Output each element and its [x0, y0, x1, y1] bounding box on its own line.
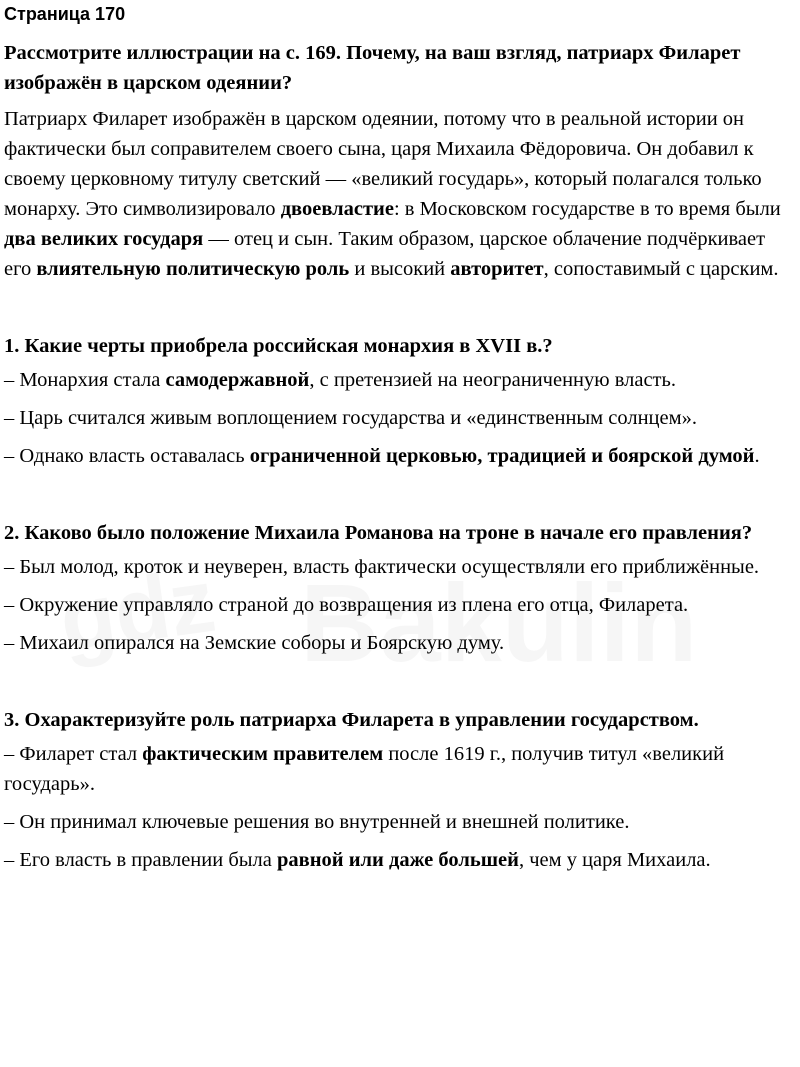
- text-run: .: [754, 445, 760, 467]
- answer-bullet: [4, 739, 796, 799]
- bold-text-run: двоевластие: [280, 198, 394, 220]
- section-question: 2. Каково было положение Михаила Романова на троне в начале его правления?: [4, 522, 753, 544]
- text-run: и высокий: [349, 258, 451, 280]
- text-run: после 1619 г., получив титул «великий государь».: [4, 743, 725, 795]
- text-run: – Был молод, кроток и неуверен, власть фактически осуществляли его приближённые.: [4, 556, 760, 578]
- text-run: , чем у царя Михаила.: [518, 849, 711, 871]
- text-run: – Царь считался живым воплощением государства и «единственным солнцем».: [4, 407, 697, 429]
- text-run: – Михаил опирался на Земские соборы и Боярскую думу.: [4, 632, 505, 654]
- bold-text-run: равной или даже большей: [277, 849, 519, 871]
- sections-container: [4, 331, 796, 875]
- text-run: – Он принимал ключевые решения во внутренней и внешней политике.: [4, 811, 630, 833]
- bold-text-run: два великих государя: [4, 228, 204, 250]
- answer-bullet: [4, 403, 796, 433]
- qa-section: [4, 331, 796, 471]
- bold-text-run: самодержавной: [165, 369, 310, 391]
- bold-text-run: фактическим правителем: [142, 743, 384, 765]
- answer-bullet: [4, 628, 796, 658]
- answer-bullet: [4, 807, 796, 837]
- text-run: — отец и сын. Таким образом, царское облачение подчёркивает его: [4, 228, 766, 280]
- answer-bullet: [4, 441, 796, 471]
- answer-bullet: [4, 365, 796, 395]
- qa-section: [4, 705, 796, 875]
- text-run: – Его власть в правлении была: [4, 849, 277, 871]
- bold-text-run: авторитет: [450, 258, 544, 280]
- text-run: , с претензией на неограниченную власть.: [309, 369, 676, 391]
- text-run: – Однако власть оставалась: [4, 445, 250, 467]
- document-body: [4, 38, 796, 883]
- bold-text-run: ограниченной церковью, традицией и боярской думой: [249, 445, 755, 467]
- answer-bullet: [4, 552, 796, 582]
- text-run: – Окружение управляло страной до возвращения из плена его отца, Филарета.: [4, 594, 689, 616]
- section-question: 3. Охарактеризуйте роль патриарха Филарета в управлении государством.: [4, 709, 699, 731]
- section-question: 1. Какие черты приобрела российская монархия в XVII в.?: [4, 335, 553, 357]
- qa-section: [4, 518, 796, 658]
- intro-question: Рассмотрите иллюстрации на с. 169. Почему, на ваш взгляд, патриарх Филарет изображён в царском одеянии?: [4, 42, 741, 94]
- text-run: : в Московском государстве в то время были: [393, 198, 781, 220]
- page-header: Страница 170: [4, 4, 126, 24]
- text-run: – Филарет стал: [4, 743, 143, 765]
- bold-text-run: влиятельную политическую роль: [36, 258, 350, 280]
- answer-bullet: [4, 590, 796, 620]
- intro-answer: [4, 104, 796, 284]
- text-run: Патриарх Филарет изображён в царском одеянии, потому что в реальной истории он фактически был соправителем своего сына, царя Михаила Фёдоровича. Он добавил к своему церковному титулу светский — «великий государь», который полагался только монарху. Это символизировало: [4, 108, 762, 220]
- text-run: – Монархия стала: [4, 369, 166, 391]
- answer-bullet: [4, 845, 796, 875]
- text-run: , сопоставимый с царским.: [543, 258, 779, 280]
